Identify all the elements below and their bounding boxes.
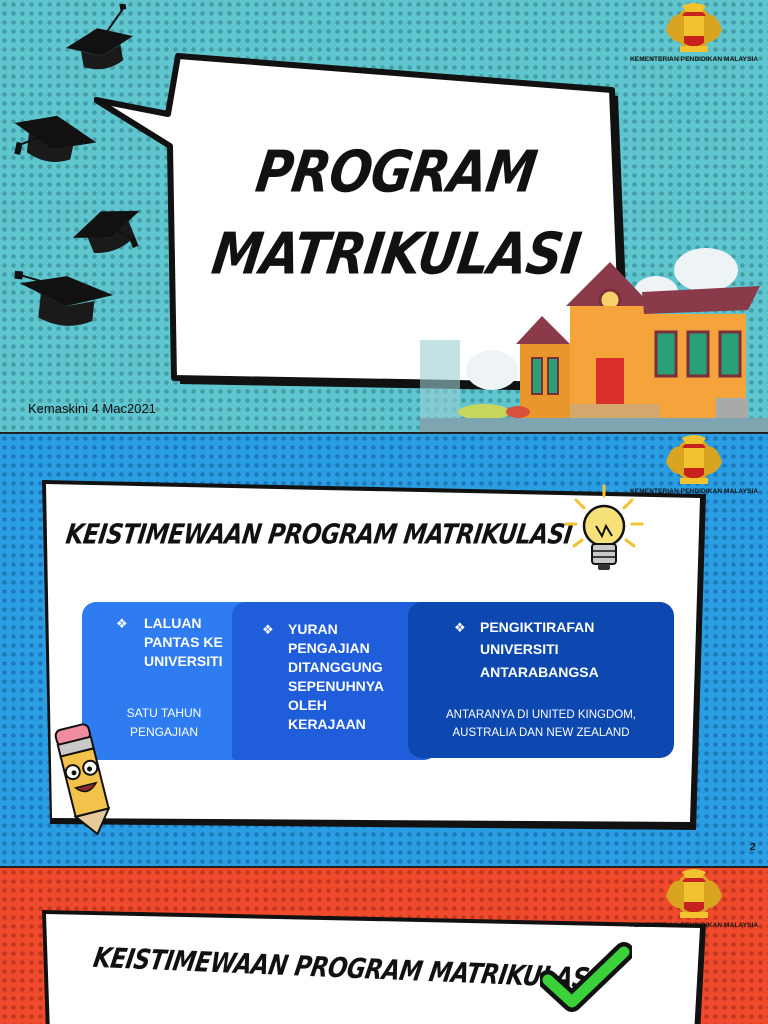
ministry-label: KEMENTERIAN PENDIDIKAN MALAYSIA	[630, 56, 759, 63]
pencil-mascot-icon	[44, 716, 120, 838]
school-building-icon	[420, 240, 768, 432]
graduation-cap-icon	[8, 104, 104, 176]
feature-subtext: ANTARANYA DI UNITED KINGDOM,	[446, 709, 636, 721]
feature-subtext: SATU TAHUN	[126, 706, 202, 720]
bullet-icon: ❖	[262, 622, 274, 637]
ministry-label: KEMENTERIAN PENDIDIKAN MALAYSIA	[630, 488, 759, 495]
feature-line: LALUAN	[144, 615, 202, 631]
feature-subtext: AUSTRALIA DAN NEW ZEALAND	[452, 727, 630, 739]
slide-1	[0, 0, 768, 432]
feature-line: OLEH	[288, 697, 327, 713]
bullet-icon: ❖	[116, 616, 128, 631]
malaysia-crest-icon	[662, 2, 726, 54]
title-line-1: PROGRAM	[251, 138, 541, 206]
feature-line: YURAN	[288, 621, 338, 637]
ministry-label: KEMENTERIAN PENDIDIKAN MALAYSIA	[630, 922, 759, 929]
title-line-2: MATRIKULASI	[208, 220, 584, 288]
feature-line: SEPENUHNYA	[288, 678, 384, 694]
slide-2	[0, 434, 768, 866]
page-number: 2	[750, 842, 756, 853]
checkmark-icon	[540, 942, 632, 1012]
slide-title: KEISTIMEWAAN PROGRAM MATRIKULASI	[90, 942, 600, 996]
feature-line: UNIVERSITI	[144, 653, 223, 669]
feature-line: DITANGGUNG	[288, 659, 383, 675]
feature-line: PANTAS KE	[144, 634, 223, 650]
update-date: Kemaskini 4 Mac2021	[28, 401, 156, 416]
slide-title: KEISTIMEWAAN PROGRAM MATRIKULASI	[63, 519, 575, 551]
lightbulb-icon	[562, 482, 646, 578]
bullet-icon: ❖	[454, 620, 466, 635]
feature-line: PENGIKTIRAFAN	[480, 619, 595, 635]
feature-panel	[408, 602, 674, 758]
feature-line: PENGAJIAN	[288, 640, 370, 656]
feature-line: KERAJAAN	[288, 716, 366, 732]
slide-3	[0, 868, 768, 1024]
feature-subtext: PENGAJIAN	[129, 725, 198, 739]
feature-line: ANTARABANGSA	[480, 664, 599, 680]
feature-line: UNIVERSITI	[480, 641, 559, 657]
